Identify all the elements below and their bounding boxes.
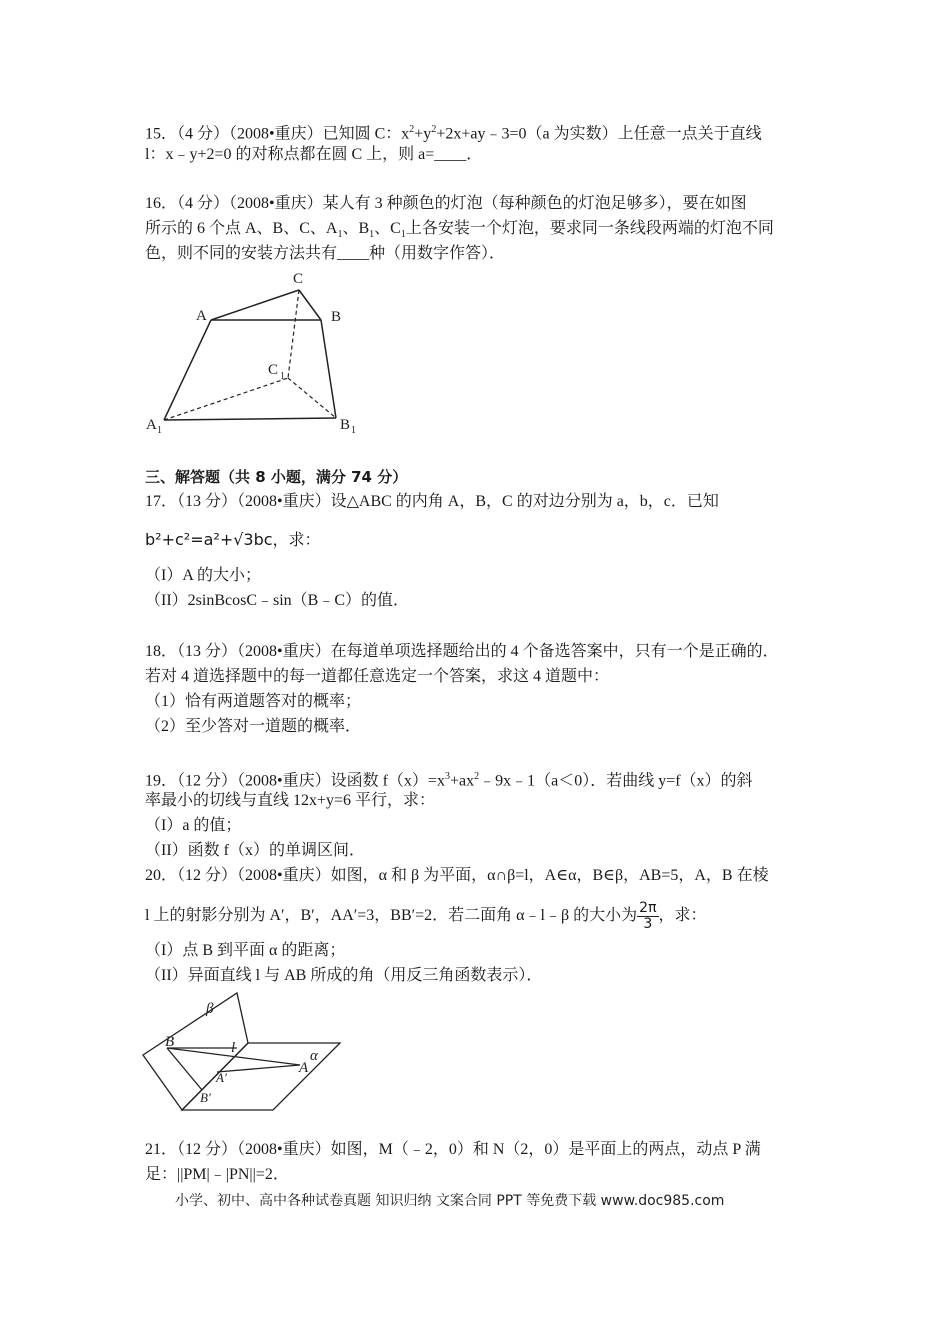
q18-part2: （2）至少答对一道题的概率． xyxy=(145,718,362,735)
label-b: B xyxy=(165,1034,175,1050)
q19-line1: 19．（12 分）（2008•重庆）设函数 $f(x)=x^3+ax^2﹣9x﹣1(a<0)$．若曲线 y=f（x）的斜 xyxy=(145,771,753,790)
q20-part2: （II）异面直线 l 与 AB 所成的角（用反三角函数表示）． xyxy=(145,967,543,984)
q21-line1: 21．（12 分）（2008•重庆）如图，M（﹣2，0）和 N（2，0）是平面上的两点，动点 P 满 xyxy=(145,1141,761,1158)
label-b: B xyxy=(331,309,342,325)
label-a: A xyxy=(196,308,207,324)
q20-part1: （I）点 B 到平面 α 的距离； xyxy=(145,942,346,959)
q18-line1: 18．（13 分）（2008•重庆）在每道单项选择题给出的 4 个备选答案中，只有一个是正确的． xyxy=(145,643,779,660)
label-alpha: α xyxy=(310,1048,318,1064)
edge-cb xyxy=(299,290,321,320)
q16-line2: 所示的 6 个点 A、B、C、$A_1$、$B_1$、$C_1$上各安装一个灯泡，要求同一条线段两端的灯泡不同 xyxy=(145,220,774,241)
edge-a1b1 xyxy=(164,418,336,420)
label-a1: A xyxy=(146,417,157,433)
q15-line1: 15．（4 分）（2008•重庆）已知圆 C：$x^2+y^2+2x+ay﹣3=0(a$ 为实数）上任意一点关于直线 xyxy=(145,124,762,143)
label-c: C xyxy=(293,271,304,287)
q18-line2: 若对 4 道选择题中的每一道都任意选定一个答案，求这 4 道题中： xyxy=(145,668,610,685)
q18-part1: （1）恰有两道题答对的概率； xyxy=(145,693,362,710)
q20-line2: l 上的射影分别为 A′，B′，AA′=3，BB′=2．若二面角 α﹣l﹣β 的大小为 $\frac{2\pi}{3}$ ，求： xyxy=(145,900,707,932)
label-beta: β xyxy=(206,1001,214,1017)
two-pi-over-three: $\frac{2\pi}{3}$ xyxy=(639,900,657,932)
segment-a-prime-a xyxy=(217,1065,300,1072)
label-a: A xyxy=(299,1060,309,1076)
q19-line2: 率最小的切线与直线 12x+y=6 平行，求： xyxy=(145,792,436,809)
edge-aa1 xyxy=(164,320,211,420)
label-a-prime: A′ xyxy=(216,1070,227,1085)
q21-line2: 足：||PM|﹣|PN||=2． xyxy=(145,1166,289,1183)
label-a1-sub: 1 xyxy=(157,425,162,436)
q16-line3: 色，则不同的安装方法共有____种（用数字作答）． xyxy=(145,245,506,262)
label-b1: B xyxy=(340,417,351,433)
q17-part2: （II）2sinBcosC﹣sin（B﹣C）的值． xyxy=(145,592,410,609)
prism-figure xyxy=(140,268,370,438)
dihedral-figure xyxy=(140,990,350,1115)
q19-part1: （I）a 的值； xyxy=(145,817,242,834)
label-c1-sub: 1 xyxy=(280,371,285,382)
q17-part1: （I）A 的大小； xyxy=(145,567,262,584)
edge-bb1 xyxy=(321,320,336,418)
segment-bb-prime xyxy=(167,1048,202,1090)
footer-text: 小学、初中、高中各种试卷真题 知识归纳 文案合同 PPT 等免费下载 www.doc985.com xyxy=(175,1193,725,1209)
q17-formula-line: b²+c²=a²+√3bc，求： xyxy=(145,530,321,549)
q15-line2: l：x﹣y+2=0 的对称点都在圆 C 上，则 a=____． xyxy=(145,146,483,163)
q20-line1: 20．（12 分）（2008•重庆）如图，α 和 β 为平面，α∩β=l，A∈α，B∈β，AB=5，A，B 在棱 xyxy=(145,867,769,884)
edge-c1b1 xyxy=(288,378,336,418)
label-b-prime: B′ xyxy=(200,1090,211,1105)
section-title: 三、解答题（共 8 小题，满分 74 分） xyxy=(145,468,408,486)
label-l: l xyxy=(231,1040,236,1056)
label-c1: C xyxy=(268,362,279,378)
q16-line1: 16．（4 分）（2008•重庆）某人有 3 种颜色的灯泡（每种颜色的灯泡足够多），要在如图 xyxy=(145,195,747,212)
edge-ac xyxy=(211,290,299,320)
edge-a1c1 xyxy=(164,378,288,420)
q17-formula: b²+c²=a²+√3bc xyxy=(145,530,273,549)
q17-line1: 17．（13 分）（2008•重庆）设△ABC 的内角 A，B，C 的对边分别为 a，b，c．已知 xyxy=(145,493,719,510)
edge-cc1 xyxy=(288,290,299,378)
q19-part2: （II）函数 f（x）的单调区间． xyxy=(145,842,365,859)
label-b1-sub: 1 xyxy=(351,425,356,436)
